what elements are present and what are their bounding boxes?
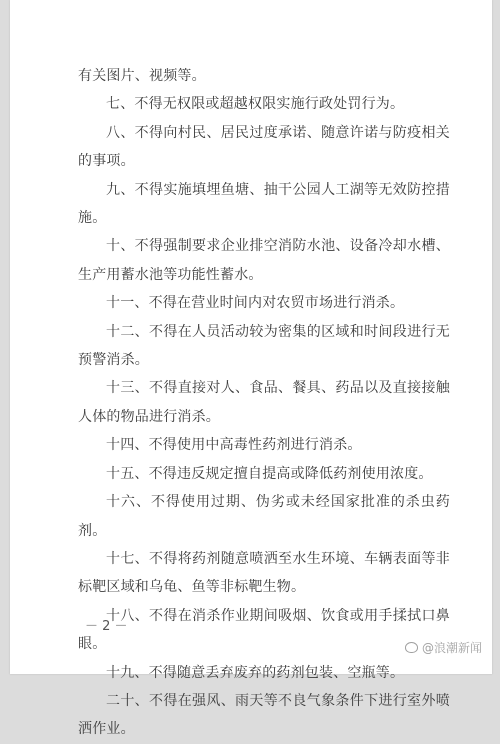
document-paragraph: 十四、不得使用中高毒性药剂进行消杀。 [106,437,362,454]
document-paragraph: 十六、不得使用过期、伪劣或未经国家批准的杀虫药剂。 [78,494,450,539]
document-paragraph: 十三、不得直接对人、食品、餐具、药品以及直接接触人体的物品进行消杀。 [78,380,450,425]
document-paragraph: 九、不得实施填埋鱼塘、抽干公园人工湖等无效防控措施。 [78,181,450,227]
watermark [405,639,482,656]
document-body [78,62,450,744]
document-page [10,0,492,738]
page-number: － 2 － [85,619,128,634]
document-paragraph: 十五、不得违反规定擅自提高或降低药剂使用浓度。 [106,465,433,482]
document-paragraph: 有关图片、视频等。 [78,68,206,84]
document-paragraph: 十二、不得在人员活动较为密集的区域和时间段进行无预警消杀。 [78,323,450,369]
document-paragraph: 十、不得强制要求企业排空消防水池、设备冷却水槽、生产用蓄水池等功能性蓄水。 [78,238,450,283]
document-paragraph: 八、不得向村民、居民过度承诺、随意许诺与防疫相关的事项。 [78,124,450,170]
document-paragraph: 十八、不得在消杀作业期间吸烟、饮食或用手揉拭口鼻眼。 [78,607,450,653]
document-paragraph: 十七、不得将药剂随意喷洒至水生环境、车辆表面等非标靶区域和乌龟、鱼等非标靶生物。 [78,550,450,596]
weibo-logo-icon [405,642,418,653]
document-paragraph: 七、不得无权限或超越权限实施行政处罚行为。 [106,96,405,113]
document-paragraph: 二十、不得在强风、雨天等不良气象条件下进行室外喷洒作业。 [78,692,450,738]
document-paragraph: 十一、不得在营业时间内对农贸市场进行消杀。 [106,295,405,312]
watermark-text: @浪潮新闻 [421,641,482,655]
document-paragraph: 十九、不得随意丢弃废弃的药剂包装、空瓶等。 [106,664,405,681]
